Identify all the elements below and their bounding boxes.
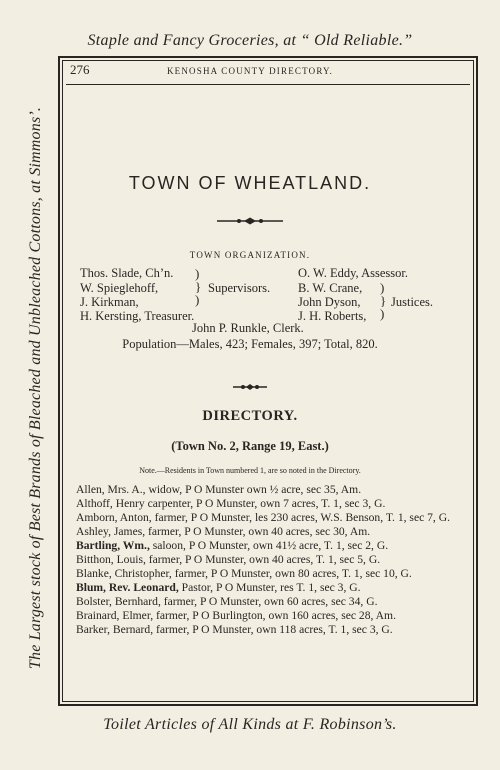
entry-name-bold: Bartling, Wm., (76, 539, 150, 552)
supervisors-label: Supervisors. (208, 281, 271, 295)
entry-text: Althoff, Henry carpenter, P O Munster, own 7 acres, T. 1, sec 3, G. (76, 497, 386, 510)
town-title: TOWN OF WHEATLAND. (128, 173, 372, 193)
officer-chairman: Thos. Slade, Ch’n. (80, 266, 174, 280)
directory-entry (76, 497, 464, 511)
organization-heading: TOWN ORGANIZATION. (189, 250, 311, 260)
side-advertisement: The Largest stock of Best Brands of Bleached and Unbleached Cottons, at Simmons’. (27, 106, 44, 670)
directory-entry (76, 623, 464, 637)
officer-clerk: John P. Runkle, Clerk. (192, 321, 304, 335)
directory-entry (76, 581, 464, 595)
directory-entry (76, 609, 464, 623)
running-head: KENOSHA COUNTY DIRECTORY. (166, 66, 334, 76)
directory-entry (76, 511, 464, 525)
justices-label: Justices. (391, 295, 434, 309)
directory-heading: DIRECTORY. (202, 408, 298, 424)
directory-entry (76, 525, 464, 539)
officer-assessor: O. W. Eddy, Assessor. (298, 266, 408, 280)
population-line: Population—Males, 423; Females, 397; Total, 820. (122, 337, 378, 351)
directory-note: Note.—Residents in Town numbered 1, are so noted in the Directory. (139, 466, 361, 475)
entry-text: Pastor, P O Munster, res T. 1, sec 3, G. (178, 581, 361, 594)
officer-justice-3: J. H. Roberts, (298, 309, 367, 323)
header-rule (66, 84, 470, 85)
top-advertisement: Staple and Fancy Groceries, at “ Old Reliable.” (87, 32, 413, 49)
directory-entry (76, 539, 464, 553)
entry-text: Bolster, Bernhard, farmer, P O Munster, own 60 acres, sec 34, G. (76, 595, 378, 608)
entry-text: Amborn, Anton, farmer, P O Munster, les 230 acres, W.S. Benson, T. 1, sec 7, G. (76, 511, 450, 524)
officer-justice-2: John Dyson, (298, 295, 361, 309)
directory-entry (76, 595, 464, 609)
entry-text: Bitthon, Louis, farmer, P O Munster, own 40 acres, T. 1, sec 5, G. (76, 553, 381, 566)
entry-text: Blanke, Christopher, farmer, P O Munster, own 80 acres, T. 1, sec 10, G. (76, 567, 412, 580)
ornament-small (0, 378, 500, 396)
page-number: 276 (70, 62, 90, 77)
right-brace: ) } ) (380, 280, 387, 321)
directory-entry (76, 483, 464, 497)
directory-subheading: (Town No. 2, Range 19, East.) (171, 439, 329, 453)
officer-justice-1: B. W. Crane, (298, 281, 363, 295)
directory-entry (76, 553, 464, 567)
entry-text: Brainard, Elmer, farmer, P O Burlington, own 160 acres, sec 28, Am. (76, 609, 396, 622)
entry-text: saloon, P O Munster, own 41½ acre, T. 1, sec 2, G. (149, 539, 389, 552)
entry-text: Barker, Bernard, farmer, P O Munster, own 118 acres, T. 1, sec 3, G. (76, 623, 393, 636)
left-brace: ) } ) (195, 266, 202, 307)
officer-treasurer: H. Kersting, Treasurer. (80, 309, 195, 323)
directory-list (76, 483, 464, 637)
directory-entry (76, 567, 464, 581)
entry-text: Ashley, James, farmer, P O Munster, own 40 acres, sec 30, Am. (76, 525, 371, 538)
officer-supervisor-2: J. Kirkman, (80, 295, 139, 309)
entry-text: Allen, Mrs. A., widow, P O Munster own ½ acre, sec 35, Am. (76, 483, 362, 496)
bottom-advertisement: Toilet Articles of All Kinds at F. Robinson’s. (103, 716, 397, 733)
officer-supervisor-1: W. Spieglehoff, (80, 281, 159, 295)
ornament-divider (0, 212, 500, 230)
entry-name-bold: Blum, Rev. Leonard, (76, 581, 179, 594)
